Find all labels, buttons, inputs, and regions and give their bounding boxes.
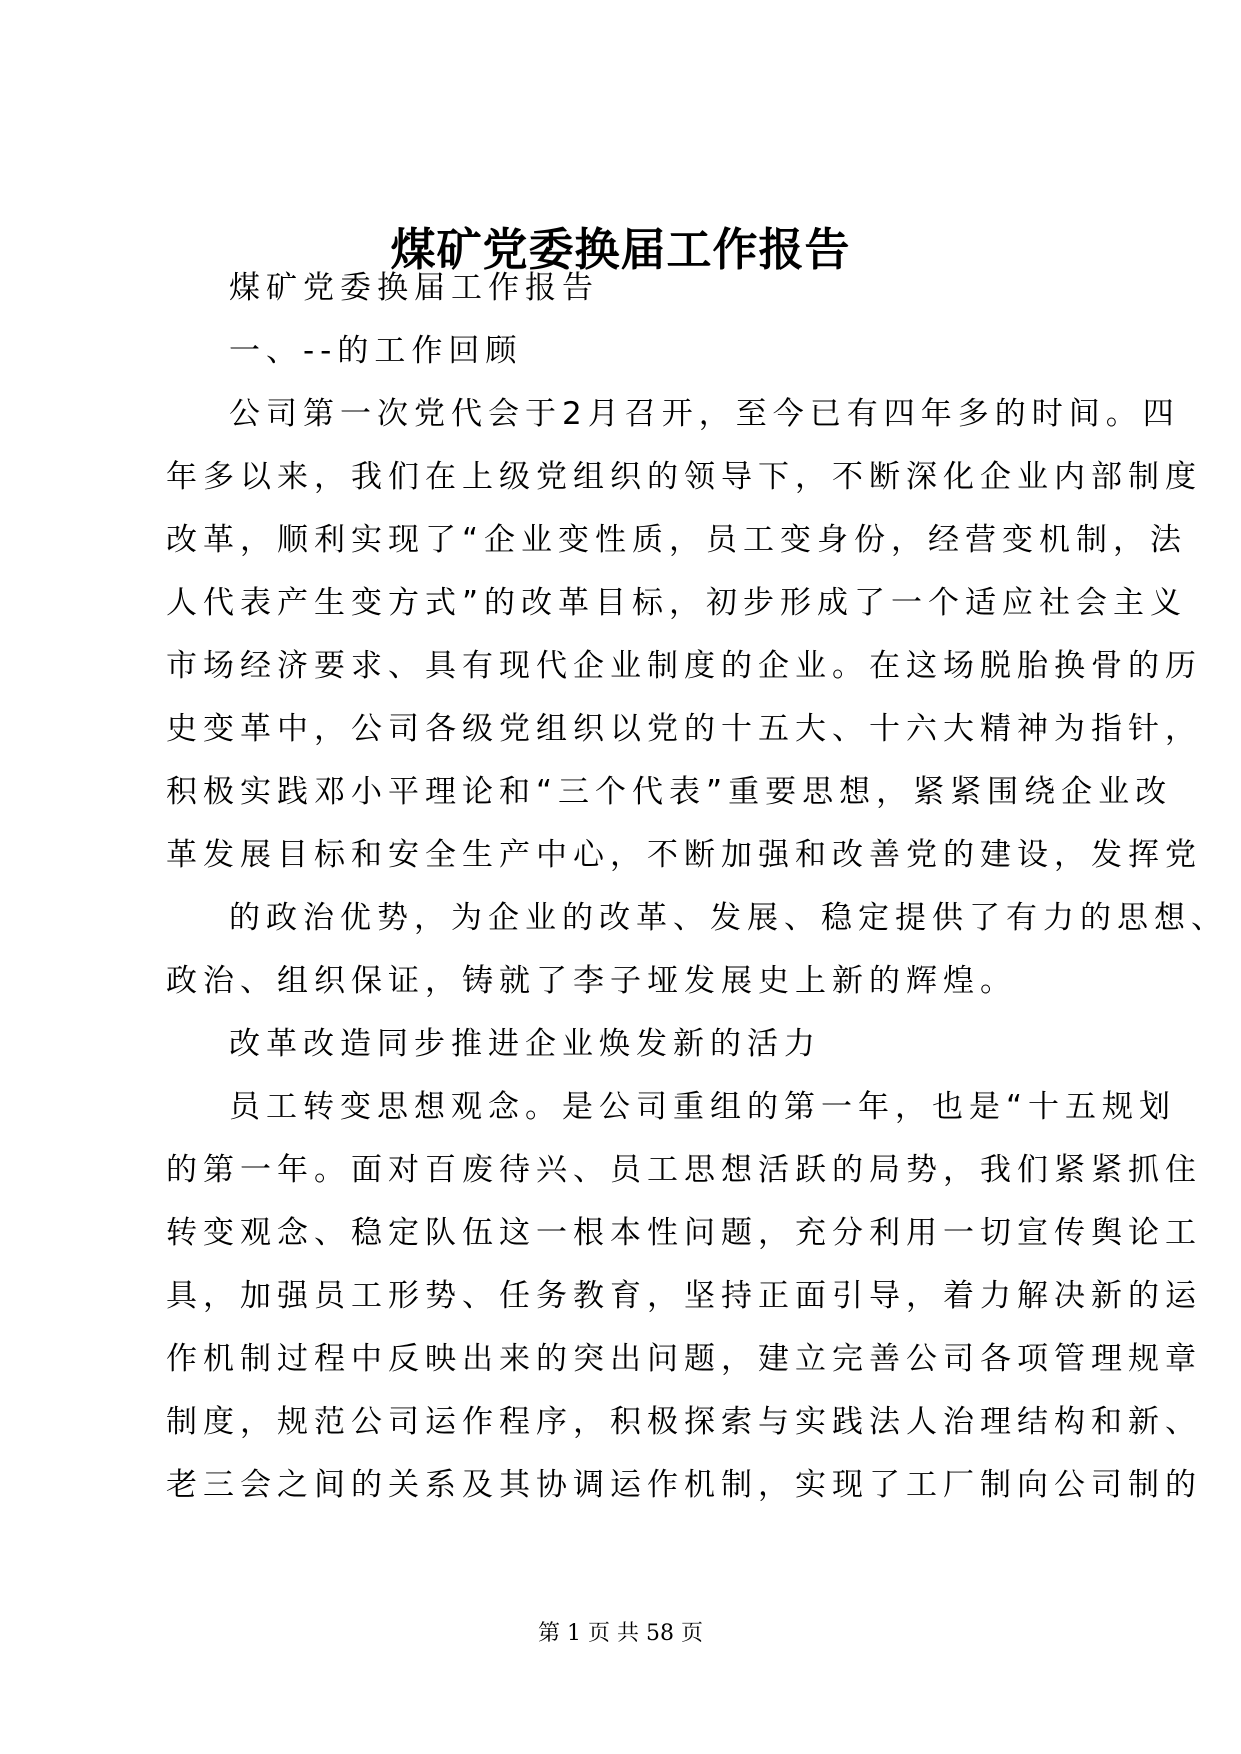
page-number-footer: 第 1 页 共 58 页 xyxy=(538,1621,703,1646)
body-line: 作机制过程中反映出来的突出问题，建立完善公司各项管理规章 xyxy=(166,1341,1202,1377)
document-body xyxy=(166,258,1228,1548)
body-line: 一、--的工作回顾 xyxy=(229,333,523,369)
body-line: 老三会之间的关系及其协调运作机制，实现了工厂制向公司制的 xyxy=(166,1467,1202,1503)
body-line: 的第一年。面对百废待兴、员工思想活跃的局势，我们紧紧抓住 xyxy=(166,1152,1202,1188)
body-line: 政治、组织保证，铸就了李子垭发展史上新的辉煌。 xyxy=(166,963,1017,999)
body-line: 煤矿党委换届工作报告 xyxy=(229,270,599,306)
body-line: 的政治优势，为企业的改革、发展、稳定提供了有力的思想、 xyxy=(229,900,1228,936)
body-line: 改革改造同步推进企业焕发新的活力 xyxy=(229,1026,821,1062)
body-line: 人代表产生变方式”的改革目标，初步形成了一个适应社会主义 xyxy=(166,585,1188,621)
body-line: 具，加强员工形势、任务教育，坚持正面引导，着力解决新的运 xyxy=(166,1278,1202,1314)
body-line: 转变观念、稳定队伍这一根本性问题，充分利用一切宣传舆论工 xyxy=(166,1215,1202,1251)
body-line: 公司第一次党代会于2月召开，至今已有四年多的时间。四 xyxy=(229,396,1180,432)
body-line: 革发展目标和安全生产中心，不断加强和改善党的建设，发挥党 xyxy=(166,837,1202,873)
body-line: 员工转变思想观念。是公司重组的第一年，也是“十五规划 xyxy=(229,1089,1177,1125)
body-line: 积极实践邓小平理论和“三个代表”重要思想，紧紧围绕企业改 xyxy=(166,774,1173,810)
body-line: 改革，顺利实现了“企业变性质，员工变身份，经营变机制，法 xyxy=(166,522,1188,558)
body-line: 制度，规范公司运作程序，积极探索与实践法人治理结构和新、 xyxy=(166,1404,1202,1440)
body-line: 市场经济要求、具有现代企业制度的企业。在这场脱胎换骨的历 xyxy=(166,648,1202,684)
body-line: 年多以来，我们在上级党组织的领导下，不断深化企业内部制度 xyxy=(166,459,1202,495)
body-line: 史变革中，公司各级党组织以党的十五大、十六大精神为指针， xyxy=(166,711,1202,747)
document-title: 煤矿党委换届工作报告 xyxy=(390,223,851,276)
